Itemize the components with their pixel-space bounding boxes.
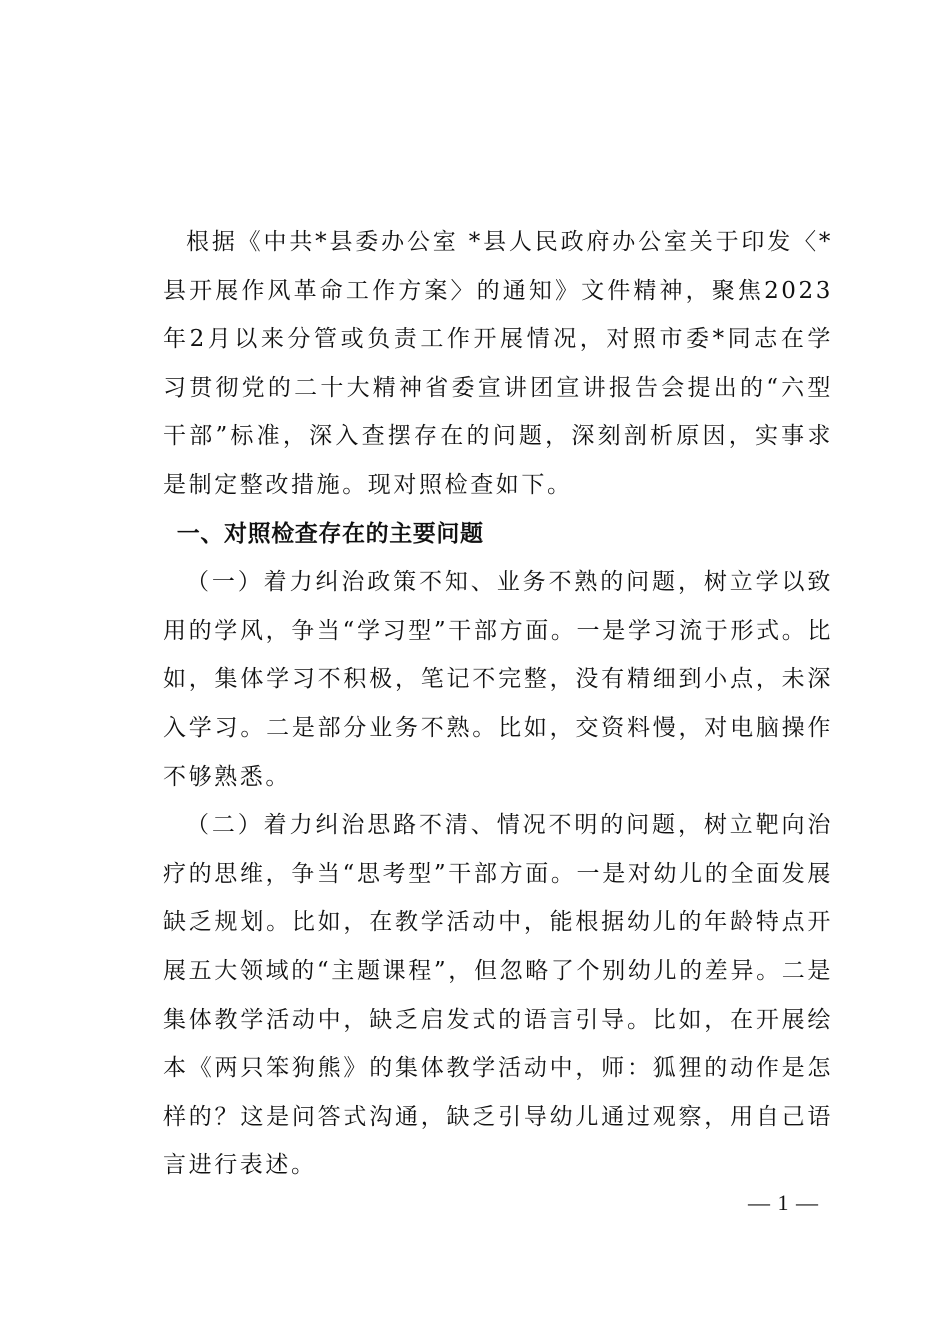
intro-paragraph: 根据《中共*县委办公室 *县人民政府办公室关于印发〈*县开展作风革命工作方案〉的通知》文件精神，聚焦2023年2月以来分管或负责工作开展情况，对照市委*同志在学习贯彻党的二十大精神省委宣讲团宣讲报告会提出的“六型干部”标准，深入查摆存在的问题，深刻剖析原因，实事求是制定整改措施。现对照检查如下。 <box>163 229 833 498</box>
section-heading: 一、对照检查存在的主要问题 <box>176 520 484 547</box>
page-number: — 1 — <box>748 1190 819 1215</box>
item-paragraph-1: （一）着力纠治政策不知、业务不熟的问题，树立学以致用的学风，争当“学习型”干部方面。一是学习流于形式。比如，集体学习不积极，笔记不完整，没有精细到小点，未深入学习。二是部分业务不熟。比如，交资料慢，对电脑操作不够熟悉。 <box>163 569 833 790</box>
document-body <box>163 218 833 1190</box>
item-paragraph-2: （二）着力纠治思路不清、情况不明的问题，树立靶向治疗的思维，争当“思考型”干部方面。一是对幼儿的全面发展缺乏规划。比如，在教学活动中，能根据幼儿的年龄特点开展五大领域的“主题课程”，但忽略了个别幼儿的差异。二是集体教学活动中，缺乏启发式的语言引导。比如，在开展绘本《两只笨狗熊》的集体教学活动中，师：狐狸的动作是怎样的？这是问答式沟通，缺乏引导幼儿通过观察，用自己语言进行表述。 <box>163 812 833 1179</box>
